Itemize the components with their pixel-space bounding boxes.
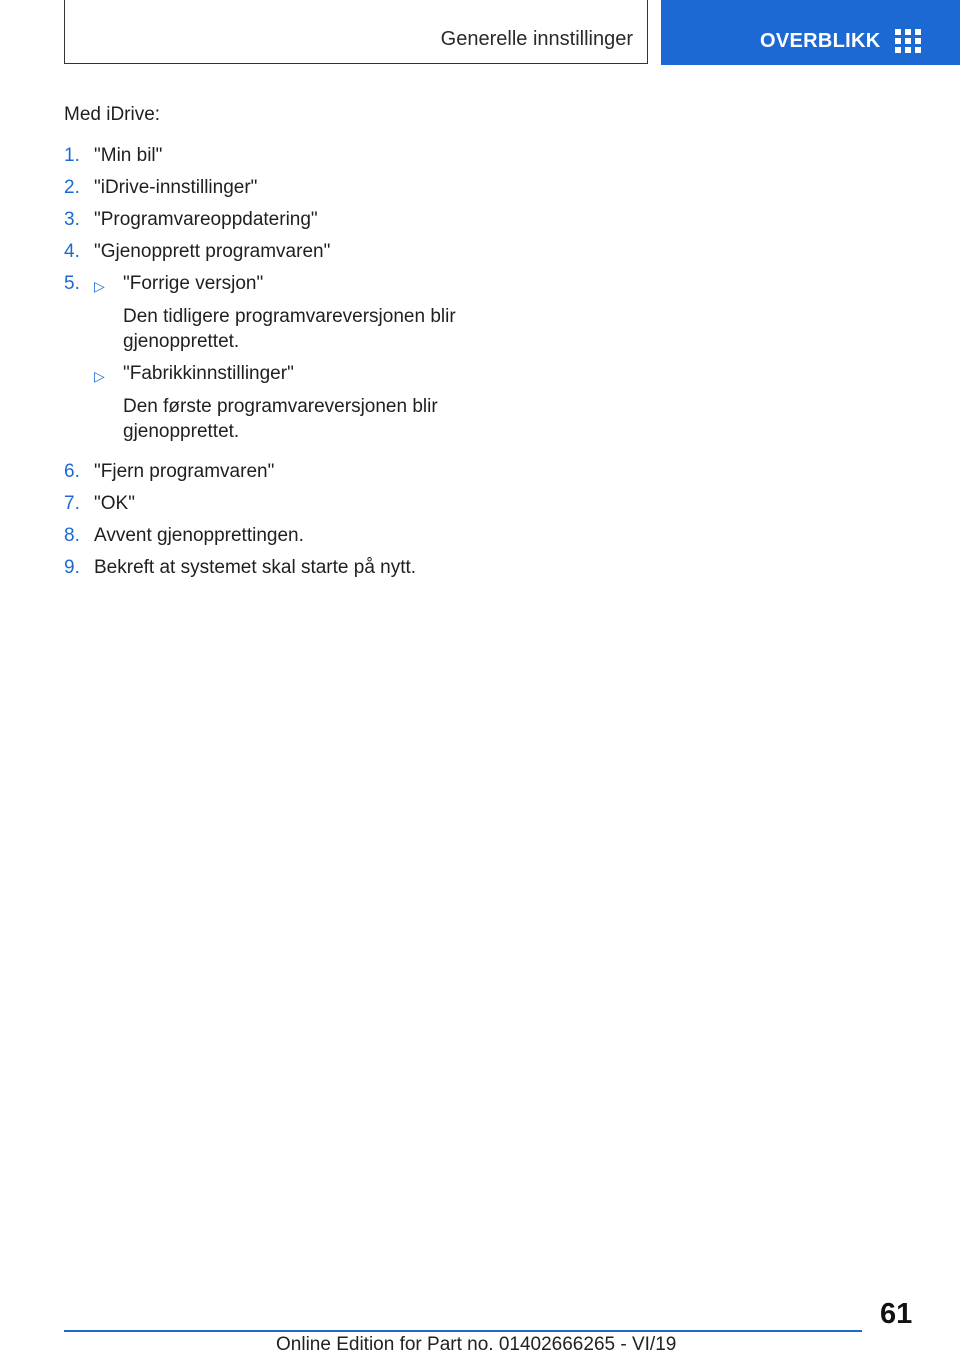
option-label: "Forrige versjon" [123, 273, 264, 294]
step-item [64, 208, 484, 232]
section-title: Generelle innstillinger [440, 28, 633, 50]
triangle-right-icon: ▷ [94, 368, 105, 384]
step-text: "Programvareoppdatering" [94, 209, 318, 230]
step-item [64, 492, 484, 516]
option-description: Den tidligere programvareversjonen blir gjenopprettet. [123, 306, 456, 352]
step-options [94, 272, 484, 452]
step-number: 7. [64, 493, 80, 514]
page-number: 61 [880, 1298, 913, 1330]
step-item [64, 524, 484, 548]
intro-text: Med iDrive: [64, 104, 161, 125]
option-item [94, 362, 484, 444]
step-number: 9. [64, 557, 80, 578]
step-number: 4. [64, 241, 80, 262]
step-item [64, 176, 484, 200]
step-text: "iDrive-innstillinger" [94, 177, 258, 198]
step-number: 8. [64, 525, 80, 546]
step-item [64, 556, 484, 580]
main-content [64, 104, 484, 588]
step-number: 1. [64, 145, 80, 166]
step-number: 3. [64, 209, 80, 230]
step-list [64, 144, 484, 580]
option-body [123, 362, 484, 444]
overview-tab-label: OVERBLIKK [760, 30, 881, 52]
grid-icon [895, 29, 921, 53]
step-number: 5. [64, 273, 80, 294]
triangle-right-icon: ▷ [94, 278, 105, 294]
step-number: 6. [64, 461, 80, 482]
option-label: "Fabrikkinnstillinger" [123, 363, 294, 384]
step-text: "OK" [94, 493, 135, 514]
step-item [64, 272, 484, 452]
step-number: 2. [64, 177, 80, 198]
overview-tab[interactable] [661, 0, 960, 65]
header-section-box [64, 0, 648, 64]
step-item [64, 144, 484, 168]
footer-divider [64, 1330, 862, 1332]
step-text: Avvent gjenopprettingen. [94, 525, 304, 546]
step-text: Bekreft at systemet skal starte på nytt. [94, 557, 417, 578]
option-description: Den første programvareversjonen blir gjenopprettet. [123, 396, 438, 442]
step-text: "Min bil" [94, 145, 163, 166]
option-item [94, 272, 484, 354]
step-item [64, 460, 484, 484]
option-body [123, 272, 484, 354]
footer-edition: Online Edition for Part no. 01402666265 - VI/19 [276, 1334, 677, 1355]
step-text: "Gjenopprett programvaren" [94, 241, 331, 262]
step-text: "Fjern programvaren" [94, 461, 275, 482]
step-item [64, 240, 484, 264]
option-list [94, 272, 484, 444]
